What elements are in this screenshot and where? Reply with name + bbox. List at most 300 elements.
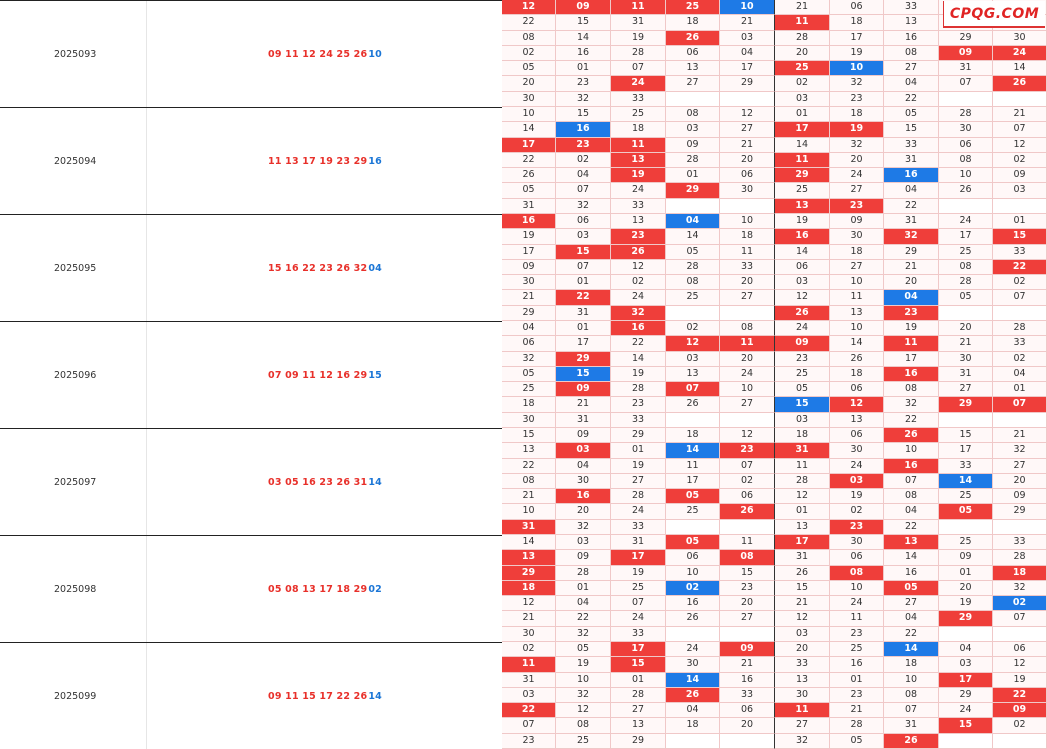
grid-cell-hit-red: 32	[611, 306, 666, 321]
grid-cell-hit-red: 29	[775, 168, 830, 183]
number-grid	[502, 214, 1047, 321]
grid-cell-hit-red: 03	[556, 443, 611, 458]
grid-cell: 10	[939, 168, 993, 183]
grid-cell: 07	[611, 61, 666, 76]
grid-cell: 21	[502, 489, 556, 504]
grid-cell: 03	[666, 352, 720, 367]
grid-cell: 14	[993, 61, 1047, 76]
grid-cell: 08	[884, 489, 939, 504]
grid-cell: 01	[556, 581, 611, 596]
grid-cell: 12	[611, 260, 666, 275]
grid-cell-hit-red: 26	[993, 76, 1047, 91]
grid-cell: 32	[993, 443, 1047, 458]
grid-cell: 25	[775, 183, 830, 198]
grid-cell: 06	[830, 0, 884, 15]
grid-cell: 29	[720, 76, 775, 91]
period-number: 2025096	[0, 322, 147, 428]
grid-cell-hit-red: 22	[993, 688, 1047, 703]
grid-cell: 18	[666, 718, 720, 733]
grid-cell: 12	[993, 138, 1047, 153]
grid-cell-hit-red: 17	[939, 673, 993, 688]
grid-cell-hit-red: 05	[884, 581, 939, 596]
grid-cell: 28	[611, 46, 666, 61]
grid-cell: 25	[939, 535, 993, 550]
grid-cell: 17	[556, 336, 611, 351]
grid-cell: 14	[775, 138, 830, 153]
grid-cell: 20	[939, 581, 993, 596]
grid-cell: 29	[939, 688, 993, 703]
grid-cell: 28	[993, 321, 1047, 336]
period-row	[0, 214, 1047, 321]
grid-cell-hit-blue: 14	[939, 474, 993, 489]
grid-cell: 32	[556, 199, 611, 214]
grid-cell: 21	[775, 596, 830, 611]
winning-red-balls: 07 09 11 12 16 29	[268, 369, 368, 381]
grid-cell: 24	[830, 168, 884, 183]
grid-cell: 30	[993, 31, 1047, 46]
grid-cell: 04	[993, 367, 1047, 382]
grid-cell: 27	[775, 718, 830, 733]
grid-cell-hit-red: 26	[884, 734, 939, 749]
grid-cell-hit-red: 31	[775, 443, 830, 458]
grid-cell: 08	[502, 31, 556, 46]
grid-cell: 24	[666, 642, 720, 657]
grid-cell: 32	[502, 352, 556, 367]
grid-cell: 15	[939, 428, 993, 443]
grid-cell	[720, 92, 775, 107]
grid-cell-hit-red: 13	[611, 153, 666, 168]
grid-cell-hit-red: 11	[775, 15, 830, 30]
grid-cell: 33	[611, 199, 666, 214]
grid-cell-hit-red: 07	[666, 382, 720, 397]
grid-cell: 08	[666, 275, 720, 290]
grid-cell: 12	[720, 107, 775, 122]
grid-cell: 06	[939, 138, 993, 153]
grid-cell: 05	[502, 183, 556, 198]
grid-cell: 09	[502, 260, 556, 275]
grid-cell: 25	[830, 642, 884, 657]
grid-cell-hit-red: 15	[556, 245, 611, 260]
grid-cell	[720, 520, 775, 535]
period-number: 2025095	[0, 215, 147, 321]
grid-cell: 22	[884, 199, 939, 214]
winning-numbers	[148, 429, 503, 535]
grid-cell: 12	[775, 290, 830, 305]
grid-cell: 26	[775, 566, 830, 581]
grid-cell-hit-blue: 15	[556, 367, 611, 382]
grid-cell-hit-blue: 15	[775, 397, 830, 412]
grid-cell-hit-red: 13	[775, 199, 830, 214]
grid-cell: 25	[611, 107, 666, 122]
grid-cell: 05	[884, 107, 939, 122]
grid-cell: 19	[502, 229, 556, 244]
grid-cell: 24	[611, 504, 666, 519]
grid-cell	[666, 306, 720, 321]
grid-cell: 14	[884, 550, 939, 565]
grid-cell: 20	[775, 642, 830, 657]
grid-cell: 27	[830, 183, 884, 198]
grid-cell: 29	[939, 31, 993, 46]
grid-cell: 10	[830, 321, 884, 336]
grid-cell: 32	[556, 688, 611, 703]
grid-cell-hit-blue: 14	[666, 443, 720, 458]
grid-cell: 23	[830, 627, 884, 642]
grid-cell: 33	[939, 459, 993, 474]
grid-cell: 20	[720, 275, 775, 290]
grid-cell: 20	[720, 153, 775, 168]
grid-cell: 32	[830, 76, 884, 91]
grid-cell: 07	[556, 183, 611, 198]
grid-cell: 20	[502, 76, 556, 91]
grid-cell	[939, 520, 993, 535]
grid-cell: 25	[611, 581, 666, 596]
winning-blue-ball: 10	[368, 48, 382, 60]
grid-cell-hit-blue: 02	[993, 596, 1047, 611]
grid-cell: 31	[556, 306, 611, 321]
grid-cell: 33	[884, 138, 939, 153]
grid-cell: 28	[775, 474, 830, 489]
period-row	[0, 642, 1047, 749]
grid-cell: 06	[830, 382, 884, 397]
grid-cell-hit-red: 09	[939, 46, 993, 61]
grid-cell: 07	[556, 260, 611, 275]
grid-cell: 04	[884, 183, 939, 198]
grid-cell: 28	[611, 382, 666, 397]
grid-cell: 02	[775, 76, 830, 91]
grid-cell: 30	[775, 688, 830, 703]
grid-cell: 01	[611, 673, 666, 688]
grid-cell: 28	[666, 153, 720, 168]
grid-cell: 19	[611, 367, 666, 382]
grid-cell-hit-blue: 16	[884, 168, 939, 183]
grid-cell	[993, 520, 1047, 535]
grid-cell: 06	[775, 260, 830, 275]
grid-cell: 13	[502, 443, 556, 458]
grid-cell: 02	[611, 275, 666, 290]
grid-cell: 21	[884, 260, 939, 275]
grid-cell-hit-red: 16	[611, 321, 666, 336]
grid-cell	[993, 627, 1047, 642]
grid-cell: 31	[884, 214, 939, 229]
grid-cell-hit-red: 17	[611, 642, 666, 657]
grid-cell: 10	[666, 566, 720, 581]
grid-cell: 23	[720, 581, 775, 596]
grid-cell-hit-red: 26	[884, 428, 939, 443]
grid-cell	[939, 199, 993, 214]
grid-cell: 13	[830, 413, 884, 428]
grid-cell-hit-red: 11	[611, 0, 666, 15]
grid-cell: 22	[502, 15, 556, 30]
grid-cell: 30	[502, 92, 556, 107]
grid-cell: 03	[775, 627, 830, 642]
grid-cell: 04	[556, 459, 611, 474]
winning-numbers	[148, 322, 503, 428]
grid-cell: 17	[939, 443, 993, 458]
grid-cell: 29	[611, 428, 666, 443]
grid-cell: 25	[939, 245, 993, 260]
grid-cell: 20	[720, 352, 775, 367]
grid-cell: 03	[556, 229, 611, 244]
grid-cell-hit-red: 24	[993, 46, 1047, 61]
grid-cell: 19	[611, 459, 666, 474]
grid-cell: 07	[993, 290, 1047, 305]
grid-cell: 08	[502, 474, 556, 489]
grid-cell	[939, 306, 993, 321]
grid-cell: 32	[556, 92, 611, 107]
grid-cell: 12	[720, 428, 775, 443]
grid-cell: 26	[666, 611, 720, 626]
grid-cell-hit-red: 26	[666, 31, 720, 46]
grid-cell-hit-blue: 10	[720, 0, 775, 15]
grid-cell-hit-red: 23	[611, 229, 666, 244]
grid-cell: 20	[939, 321, 993, 336]
grid-cell: 14	[775, 245, 830, 260]
grid-cell: 06	[720, 489, 775, 504]
grid-cell-hit-red: 11	[884, 336, 939, 351]
grid-cell: 10	[502, 504, 556, 519]
grid-cell: 33	[611, 627, 666, 642]
grid-cell: 11	[775, 459, 830, 474]
grid-cell: 22	[502, 459, 556, 474]
grid-cell	[720, 627, 775, 642]
grid-cell: 08	[939, 153, 993, 168]
grid-cell: 03	[720, 31, 775, 46]
grid-cell: 21	[720, 657, 775, 672]
grid-cell: 31	[884, 718, 939, 733]
grid-cell: 13	[775, 673, 830, 688]
grid-cell: 29	[611, 734, 666, 749]
grid-cell-hit-red: 18	[993, 566, 1047, 581]
grid-cell: 21	[720, 138, 775, 153]
grid-cell: 12	[775, 611, 830, 626]
grid-cell-hit-red: 16	[884, 459, 939, 474]
grid-cell: 30	[666, 657, 720, 672]
grid-cell: 33	[993, 245, 1047, 260]
grid-cell: 22	[884, 520, 939, 535]
grid-cell: 30	[720, 183, 775, 198]
grid-cell: 19	[556, 657, 611, 672]
grid-cell: 11	[830, 611, 884, 626]
grid-cell: 31	[775, 550, 830, 565]
grid-cell-hit-red: 25	[666, 0, 720, 15]
grid-cell: 33	[611, 520, 666, 535]
grid-cell-hit-red: 12	[502, 0, 556, 15]
grid-cell: 33	[720, 688, 775, 703]
grid-cell: 25	[666, 290, 720, 305]
grid-cell: 25	[502, 382, 556, 397]
grid-cell: 05	[939, 290, 993, 305]
grid-cell-hit-red: 25	[775, 61, 830, 76]
grid-cell: 16	[666, 596, 720, 611]
grid-cell: 10	[884, 673, 939, 688]
grid-cell: 24	[720, 367, 775, 382]
grid-cell-hit-red: 26	[775, 306, 830, 321]
grid-cell: 13	[666, 367, 720, 382]
winning-red-balls: 15 16 22 23 26 32	[268, 262, 368, 274]
grid-cell: 03	[502, 688, 556, 703]
grid-cell-hit-red: 13	[502, 550, 556, 565]
grid-cell: 01	[556, 321, 611, 336]
grid-cell-hit-red: 16	[502, 214, 556, 229]
grid-cell: 01	[611, 443, 666, 458]
grid-cell: 15	[556, 15, 611, 30]
grid-cell: 23	[830, 92, 884, 107]
grid-cell-hit-red: 29	[939, 611, 993, 626]
grid-cell	[720, 413, 775, 428]
grid-cell: 10	[884, 443, 939, 458]
grid-cell: 16	[884, 566, 939, 581]
winning-blue-ball: 14	[368, 690, 382, 702]
grid-cell-hit-red: 32	[884, 229, 939, 244]
grid-cell-hit-red: 09	[720, 642, 775, 657]
grid-cell: 12	[556, 703, 611, 718]
grid-cell: 33	[611, 92, 666, 107]
grid-cell: 02	[993, 352, 1047, 367]
winning-red-balls: 03 05 16 23 26 31	[268, 476, 368, 488]
grid-cell: 29	[993, 504, 1047, 519]
grid-cell: 30	[939, 122, 993, 137]
grid-cell: 05	[666, 245, 720, 260]
grid-cell-hit-red: 17	[502, 138, 556, 153]
grid-cell: 14	[611, 352, 666, 367]
grid-cell: 01	[775, 504, 830, 519]
grid-cell: 28	[611, 489, 666, 504]
grid-cell	[666, 199, 720, 214]
winning-blue-ball: 02	[368, 583, 382, 595]
grid-cell: 31	[502, 199, 556, 214]
grid-cell: 28	[939, 107, 993, 122]
period-number: 2025093	[0, 1, 147, 107]
grid-cell: 20	[720, 596, 775, 611]
grid-cell: 15	[556, 107, 611, 122]
grid-cell: 07	[502, 718, 556, 733]
grid-cell: 29	[502, 306, 556, 321]
grid-cell	[666, 92, 720, 107]
grid-cell: 27	[830, 260, 884, 275]
grid-cell-hit-red: 11	[720, 336, 775, 351]
grid-cell: 13	[775, 520, 830, 535]
grid-cell: 08	[939, 260, 993, 275]
grid-cell-hit-red: 09	[556, 382, 611, 397]
grid-cell-hit-blue: 04	[884, 290, 939, 305]
grid-cell: 31	[611, 15, 666, 30]
grid-cell: 12	[775, 489, 830, 504]
grid-cell: 07	[939, 76, 993, 91]
grid-cell: 24	[611, 290, 666, 305]
winning-blue-ball: 16	[368, 155, 382, 167]
grid-cell: 17	[939, 229, 993, 244]
period-row	[0, 321, 1047, 428]
grid-cell: 10	[720, 214, 775, 229]
grid-cell: 20	[830, 153, 884, 168]
grid-cell: 33	[775, 657, 830, 672]
winning-numbers	[148, 643, 503, 749]
grid-cell: 17	[884, 352, 939, 367]
grid-cell: 13	[611, 718, 666, 733]
grid-cell: 32	[993, 581, 1047, 596]
grid-cell: 06	[720, 703, 775, 718]
grid-cell: 07	[611, 596, 666, 611]
grid-cell: 19	[611, 31, 666, 46]
grid-cell-hit-red: 22	[502, 703, 556, 718]
number-grid	[502, 107, 1047, 214]
grid-cell: 05	[556, 642, 611, 657]
grid-cell: 30	[502, 275, 556, 290]
grid-cell: 27	[611, 703, 666, 718]
grid-cell: 11	[720, 245, 775, 260]
grid-cell: 05	[830, 734, 884, 749]
winning-blue-ball: 14	[368, 476, 382, 488]
grid-cell: 14	[556, 31, 611, 46]
grid-cell: 19	[993, 673, 1047, 688]
grid-cell: 01	[993, 214, 1047, 229]
grid-cell-hit-red: 23	[556, 138, 611, 153]
grid-cell-hit-red: 09	[993, 703, 1047, 718]
grid-cell: 04	[502, 321, 556, 336]
grid-cell: 20	[884, 275, 939, 290]
grid-cell: 03	[775, 413, 830, 428]
number-grid	[502, 642, 1047, 749]
grid-cell: 18	[666, 15, 720, 30]
grid-cell: 20	[556, 504, 611, 519]
grid-cell-hit-red: 17	[611, 550, 666, 565]
grid-cell: 26	[830, 352, 884, 367]
period-number: 2025098	[0, 536, 147, 642]
grid-cell: 24	[830, 459, 884, 474]
grid-cell: 02	[556, 153, 611, 168]
grid-cell: 11	[720, 535, 775, 550]
grid-cell: 21	[993, 428, 1047, 443]
grid-cell: 15	[775, 581, 830, 596]
grid-cell-hit-red: 19	[611, 168, 666, 183]
grid-cell: 17	[830, 31, 884, 46]
grid-cell: 33	[611, 413, 666, 428]
grid-cell-hit-red: 05	[666, 535, 720, 550]
grid-cell: 18	[830, 367, 884, 382]
grid-cell-hit-blue: 02	[666, 581, 720, 596]
grid-cell-hit-red: 11	[611, 138, 666, 153]
grid-cell: 04	[939, 642, 993, 657]
grid-cell: 18	[502, 397, 556, 412]
grid-cell: 23	[502, 734, 556, 749]
grid-cell: 32	[830, 138, 884, 153]
grid-cell-hit-red: 23	[720, 443, 775, 458]
grid-cell: 31	[939, 367, 993, 382]
period-number: 2025099	[0, 643, 147, 749]
grid-cell: 28	[775, 31, 830, 46]
grid-cell: 27	[884, 61, 939, 76]
grid-cell: 32	[775, 734, 830, 749]
number-grid	[502, 321, 1047, 428]
grid-cell: 14	[502, 122, 556, 137]
grid-cell: 27	[939, 382, 993, 397]
grid-cell: 02	[720, 474, 775, 489]
grid-cell-hit-red: 18	[502, 581, 556, 596]
grid-cell: 10	[720, 382, 775, 397]
grid-cell-hit-red: 05	[666, 489, 720, 504]
grid-cell: 27	[720, 290, 775, 305]
grid-cell: 07	[993, 611, 1047, 626]
grid-cell-hit-red: 29	[939, 397, 993, 412]
grid-cell: 01	[993, 382, 1047, 397]
winning-blue-ball: 04	[368, 262, 382, 274]
grid-cell: 03	[556, 535, 611, 550]
grid-cell: 25	[939, 489, 993, 504]
grid-cell	[666, 413, 720, 428]
grid-cell: 21	[720, 15, 775, 30]
grid-cell: 30	[939, 352, 993, 367]
grid-cell: 24	[775, 321, 830, 336]
